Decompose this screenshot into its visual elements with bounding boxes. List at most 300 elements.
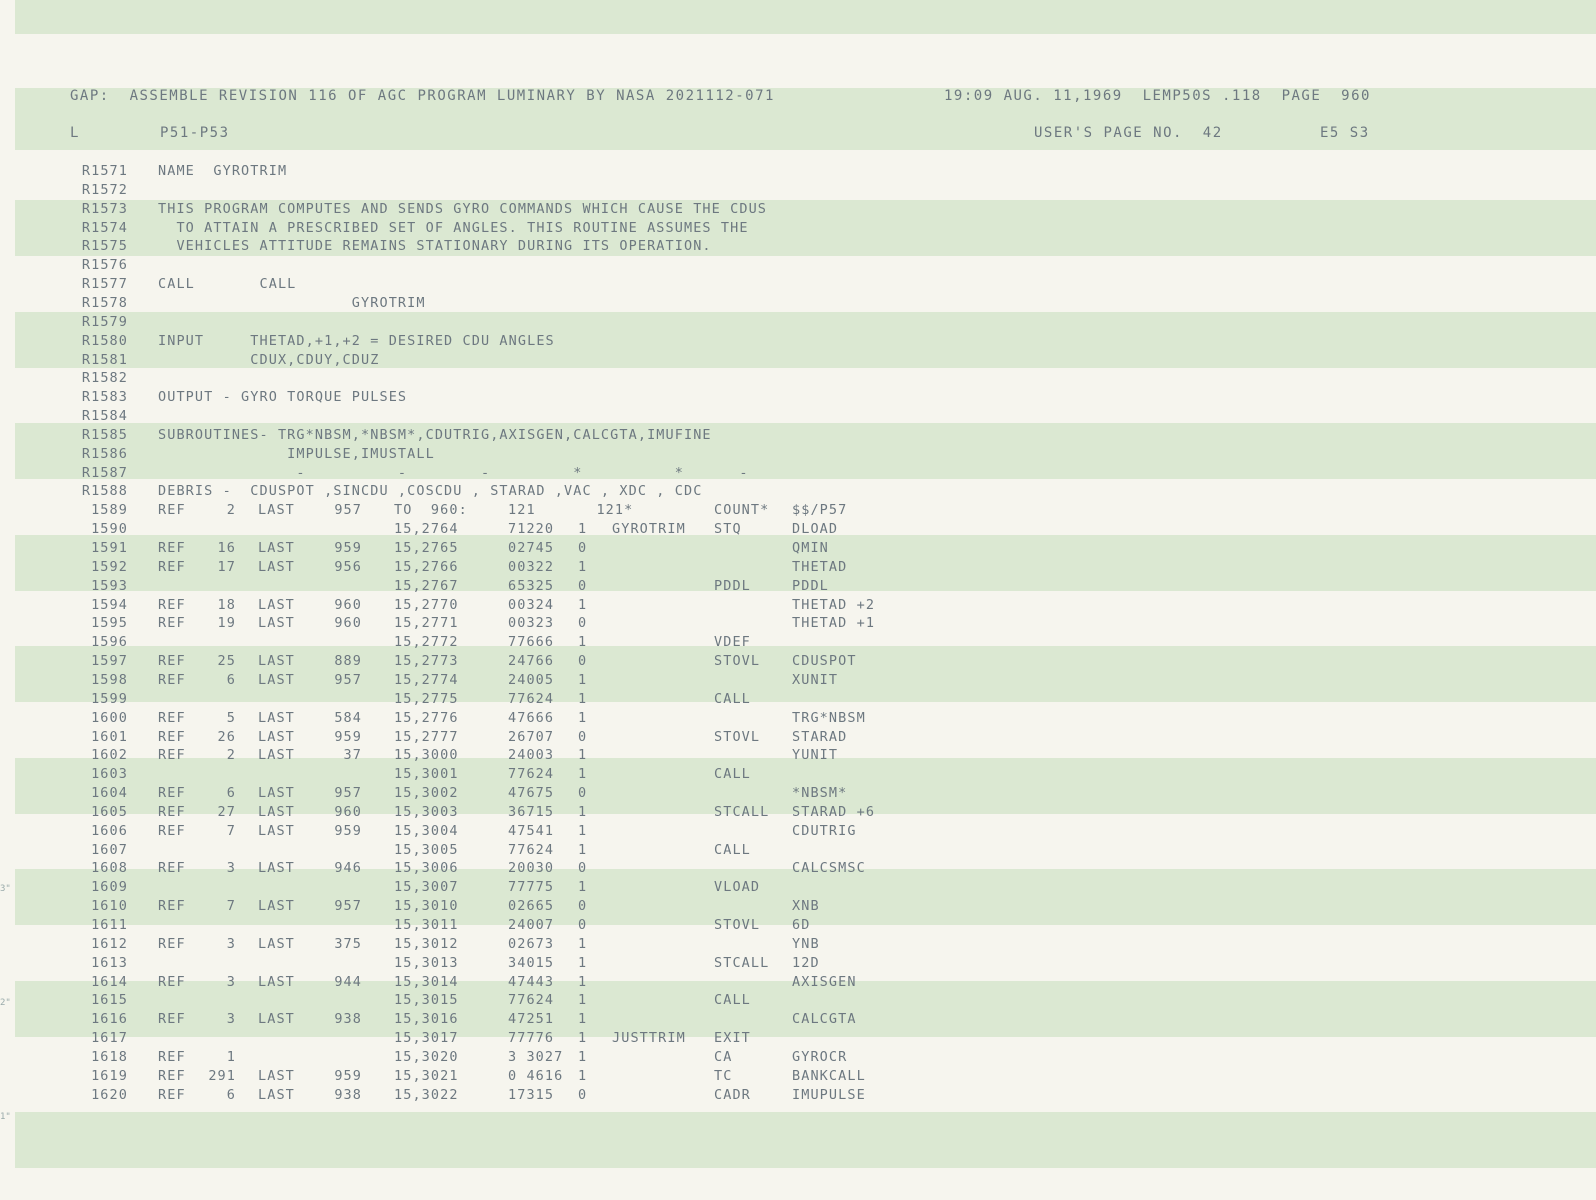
octal-value: 00324: [508, 596, 555, 613]
last-keyword: LAST: [258, 728, 295, 745]
address: 15,2767: [394, 577, 459, 594]
last-page: 957: [334, 898, 362, 915]
code-line: [0, 842, 1596, 861]
comment-text: THIS PROGRAM COMPUTES AND SENDS GYRO COMMANDS WHICH CAUSE THE CDUS: [158, 200, 768, 217]
operand: XUNIT: [792, 671, 839, 688]
opcode: TC: [714, 1067, 733, 1084]
parity-bit: 0: [578, 728, 588, 745]
comment-line: [0, 163, 1596, 182]
line-number: 1598: [91, 671, 128, 688]
ref-keyword: REF: [158, 935, 186, 952]
last-page: 957: [334, 785, 362, 802]
comment-line: [0, 333, 1596, 352]
ref-keyword: REF: [158, 1086, 186, 1103]
code-line: [0, 898, 1596, 917]
octal-value: 47675: [508, 785, 555, 802]
subheader-code: L: [70, 125, 80, 141]
ref-keyword: REF: [158, 822, 186, 839]
comment-line: [0, 201, 1596, 220]
octal-value: 47541: [508, 822, 555, 839]
opcode: STOVL: [714, 653, 761, 670]
line-number: R1587: [81, 464, 128, 481]
parity-bit: 1: [578, 822, 588, 839]
octal-value: 02673: [508, 935, 555, 952]
octal-value: 77624: [508, 766, 555, 783]
code-line: [0, 710, 1596, 729]
code-line: [0, 747, 1596, 766]
operand: XNB: [792, 898, 820, 915]
opcode: CALL: [714, 992, 751, 1009]
line-number: R1583: [81, 389, 128, 406]
octal-value: 77624: [508, 841, 555, 858]
address: 15,3004: [394, 822, 459, 839]
code-line: [0, 974, 1596, 993]
octal-value: 77624: [508, 690, 555, 707]
parity-bit: 1: [578, 747, 588, 764]
parity-bit: 0: [578, 785, 588, 802]
last-page: 584: [334, 709, 362, 726]
parity-bit: 1: [578, 596, 588, 613]
operand: CALCGTA: [792, 1011, 857, 1028]
line-number: 1612: [91, 935, 128, 952]
line-number: 1595: [91, 615, 128, 632]
address: 15,2766: [394, 558, 459, 575]
line-number: 1599: [91, 690, 128, 707]
ref-keyword: REF: [158, 898, 186, 915]
line-number: 1615: [91, 992, 128, 1009]
comment-text: CDUX,CDUY,CDUZ: [158, 351, 380, 368]
line-number: 1594: [91, 596, 128, 613]
paper-band: [15, 0, 1596, 34]
line-number: 1607: [91, 841, 128, 858]
comment-line: [0, 295, 1596, 314]
comment-line: [0, 446, 1596, 465]
last-page: 959: [334, 540, 362, 556]
last-keyword: LAST: [258, 596, 295, 613]
comment-line: [0, 465, 1596, 484]
address: 15,3017: [394, 1030, 459, 1047]
ref-keyword: REF: [158, 747, 186, 764]
line-number: 1610: [91, 898, 128, 915]
octal-value: 36715: [508, 803, 555, 820]
ref-count: 6: [226, 671, 236, 688]
ref-count: 27: [217, 803, 236, 820]
opcode: CALL: [714, 690, 751, 707]
code-line: [0, 1011, 1596, 1030]
octal-value: 77775: [508, 879, 555, 896]
operand: THETAD: [792, 558, 848, 575]
ref-keyword: REF: [158, 709, 186, 726]
line-number: R1577: [81, 276, 128, 293]
octal-value: 00323: [508, 615, 555, 632]
last-page: 959: [334, 1067, 362, 1084]
address: 15,3013: [394, 954, 459, 971]
code-line: [0, 634, 1596, 653]
code-line: [0, 672, 1596, 691]
address: 15,3010: [394, 898, 459, 915]
comment-text: GYROTRIM: [158, 294, 426, 311]
octal-value: 3 3027: [508, 1048, 564, 1065]
ref-keyword: REF: [158, 973, 186, 990]
last-page: 37: [343, 747, 362, 764]
operand: STARAD: [792, 728, 848, 745]
line-number: 1614: [91, 973, 128, 990]
parity-bit: 1: [578, 766, 588, 783]
code-line: [0, 729, 1596, 748]
octal-value: 47666: [508, 709, 555, 726]
comment-text: DEBRIS - CDUSPOT ,SINCDU ,COSCDU , STARAD ,VAC , XDC , CDC: [158, 483, 703, 500]
octal-value: 71220: [508, 521, 555, 538]
operand: GYROCR: [792, 1048, 848, 1065]
line-number: 1620: [91, 1086, 128, 1103]
comment-line: [0, 408, 1596, 427]
code-line: [0, 992, 1596, 1011]
parity-bit: 1: [578, 709, 588, 726]
code-line: [0, 540, 1596, 559]
address: 15,3001: [394, 766, 459, 783]
line-number: 1618: [91, 1048, 128, 1065]
last-keyword: LAST: [258, 502, 295, 519]
label: GYROTRIM: [612, 521, 686, 538]
octal-value: 24005: [508, 671, 555, 688]
line-number: R1578: [81, 294, 128, 311]
comment-line: [0, 238, 1596, 257]
code-line: [0, 615, 1596, 634]
parity-bit: 1: [578, 634, 588, 651]
parity-bit: 1: [578, 1048, 588, 1065]
comment-text: TO ATTAIN A PRESCRIBED SET OF ANGLES. THIS ROUTINE ASSUMES THE: [158, 219, 749, 236]
line-number: 1591: [91, 540, 128, 556]
opcode: COUNT*: [714, 502, 770, 519]
ref-count: 26: [217, 728, 236, 745]
octal-value: 24003: [508, 747, 555, 764]
code-line: [0, 917, 1596, 936]
operand: DLOAD: [792, 521, 839, 538]
last-page: 946: [334, 860, 362, 877]
address: 15,3014: [394, 973, 459, 990]
ref-count: 3: [226, 973, 236, 990]
line-number: R1579: [81, 313, 128, 330]
parity-bit: 1: [578, 879, 588, 896]
code-line: [0, 766, 1596, 785]
code-line: [0, 502, 1596, 521]
last-page: 938: [334, 1011, 362, 1028]
comment-line: [0, 314, 1596, 333]
last-page: 957: [334, 502, 362, 519]
parity-bit: 0: [578, 898, 588, 915]
last-keyword: LAST: [258, 558, 295, 575]
line-number: R1574: [81, 219, 128, 236]
parity-bit: 0: [578, 860, 588, 877]
last-keyword: LAST: [258, 671, 295, 688]
line-number: 1600: [91, 709, 128, 726]
label: JUSTTRIM: [612, 1030, 686, 1047]
last-keyword: LAST: [258, 935, 295, 952]
octal-value: 47251: [508, 1011, 555, 1028]
line-number: R1588: [81, 483, 128, 500]
last-keyword: LAST: [258, 973, 295, 990]
comment-line: [0, 276, 1596, 295]
margin-mark: 2": [0, 998, 11, 1008]
parity-bit: 0: [578, 917, 588, 933]
last-page: 957: [334, 671, 362, 688]
operand: *NBSM*: [792, 785, 848, 802]
comment-text: - - - * * -: [158, 464, 749, 481]
opcode: STCALL: [714, 954, 770, 971]
octal-value: 20030: [508, 860, 555, 877]
address: 15,3021: [394, 1067, 459, 1084]
address: 15,2775: [394, 690, 459, 707]
octal-value: 02665: [508, 898, 555, 915]
parity-bit: 1: [578, 521, 588, 538]
operand: TRG*NBSM: [792, 709, 866, 726]
comment-text: IMPULSE,IMUSTALL: [158, 445, 435, 462]
ref-count: 2: [226, 502, 236, 519]
user-page-number: USER'S PAGE NO. 42: [1034, 125, 1223, 141]
line-number: 1593: [91, 577, 128, 594]
code-line: [0, 955, 1596, 974]
address: 15,3002: [394, 785, 459, 802]
line-number: 1602: [91, 747, 128, 764]
section-title: P51-P53: [160, 125, 230, 141]
parity-bit: 0: [578, 653, 588, 670]
comment-text: SUBROUTINES- TRG*NBSM,*NBSM*,CDUTRIG,AXISGEN,CALCGTA,IMUFINE: [158, 426, 712, 443]
line-number: 1603: [91, 766, 128, 783]
operand: PDDL: [792, 577, 829, 594]
comment-text: INPUT THETAD,+1,+2 = DESIRED CDU ANGLES: [158, 332, 555, 349]
parity-bit: 0: [578, 577, 588, 594]
comment-line: [0, 220, 1596, 239]
parity-bit: 1: [578, 935, 588, 952]
line-number: R1581: [81, 351, 128, 368]
operand: 6D: [792, 917, 811, 933]
opcode: CADR: [714, 1086, 751, 1103]
line-number: 1609: [91, 879, 128, 896]
ref-count: 291: [208, 1067, 236, 1084]
code-line: [0, 804, 1596, 823]
margin-mark: 3": [0, 884, 11, 894]
ref-count: 7: [226, 898, 236, 915]
last-keyword: LAST: [258, 747, 295, 764]
parity-bit: 1: [578, 1067, 588, 1084]
last-page: 944: [334, 973, 362, 990]
line-number: 1589: [91, 502, 128, 519]
address: 15,3016: [394, 1011, 459, 1028]
address: 15,2764: [394, 521, 459, 538]
octal-value: 17315: [508, 1086, 555, 1103]
ref-count: 5: [226, 709, 236, 726]
comment-text: CALL CALL: [158, 276, 297, 293]
operand: $$/P57: [792, 502, 848, 519]
last-keyword: LAST: [258, 1067, 295, 1084]
last-page: 889: [334, 653, 362, 670]
opcode: PDDL: [714, 577, 751, 594]
last-keyword: LAST: [258, 860, 295, 877]
octal-value: 02745: [508, 540, 555, 556]
line-number: R1575: [81, 238, 128, 255]
address: 15,3006: [394, 860, 459, 877]
ref-count: 16: [217, 540, 236, 556]
ref-keyword: REF: [158, 860, 186, 877]
octal-value: 0 4616: [508, 1067, 564, 1084]
address: 15,3005: [394, 841, 459, 858]
address: 15,2770: [394, 596, 459, 613]
comment-line: [0, 182, 1596, 201]
line-number: R1585: [81, 426, 128, 443]
ref-count: 6: [226, 1086, 236, 1103]
comment-text: OUTPUT - GYRO TORQUE PULSES: [158, 389, 408, 406]
opcode: STCALL: [714, 803, 770, 820]
ref-keyword: REF: [158, 558, 186, 575]
parity-bit: 1: [578, 1011, 588, 1028]
operand: QMIN: [792, 540, 829, 556]
address: 15,3022: [394, 1086, 459, 1103]
last-keyword: LAST: [258, 803, 295, 820]
ref-count: 18: [217, 596, 236, 613]
octal-value: 00322: [508, 558, 555, 575]
line-number: R1580: [81, 332, 128, 349]
comment-line: [0, 389, 1596, 408]
address: 15,2773: [394, 653, 459, 670]
octal-value: 47443: [508, 973, 555, 990]
code-line: [0, 823, 1596, 842]
parity-bit: 1: [578, 803, 588, 820]
parity-bit: 121*: [578, 502, 634, 519]
operand: STARAD +6: [792, 803, 876, 820]
operand: 12D: [792, 954, 820, 971]
operand: IMUPULSE: [792, 1086, 866, 1103]
last-keyword: LAST: [258, 785, 295, 802]
line-number: 1617: [91, 1030, 128, 1047]
octal-value: 77776: [508, 1030, 555, 1047]
ref-keyword: REF: [158, 596, 186, 613]
ref-keyword: REF: [158, 502, 186, 519]
octal-value: 77666: [508, 634, 555, 651]
parity-bit: 0: [578, 540, 588, 556]
line-number: R1572: [81, 181, 128, 198]
ref-count: 25: [217, 653, 236, 670]
parity-bit: 0: [578, 1086, 588, 1103]
octal-value: 65325: [508, 577, 555, 594]
code-line: [0, 559, 1596, 578]
octal-value: 26707: [508, 728, 555, 745]
address: TO 960:: [394, 502, 468, 519]
line-number: R1584: [81, 408, 128, 425]
ref-count: 19: [217, 615, 236, 632]
address: 15,3012: [394, 935, 459, 952]
ref-keyword: REF: [158, 785, 186, 802]
code-line: [0, 578, 1596, 597]
listing-header-timestamp: 19:09 AUG. 11,1969 LEMP50S .118 PAGE 960: [944, 88, 1371, 104]
address: 15,2777: [394, 728, 459, 745]
octal-value: 24007: [508, 917, 555, 933]
margin-mark: 1": [0, 1112, 11, 1122]
code-line: [0, 653, 1596, 672]
operand: CALCSMSC: [792, 860, 866, 877]
line-number: R1582: [81, 370, 128, 387]
line-number: 1616: [91, 1011, 128, 1028]
comment-text: NAME GYROTRIM: [158, 163, 288, 179]
operand: CDUTRIG: [792, 822, 857, 839]
last-page: 960: [334, 596, 362, 613]
ref-keyword: REF: [158, 671, 186, 688]
parity-bit: 0: [578, 615, 588, 632]
last-page: 960: [334, 803, 362, 820]
line-number: 1596: [91, 634, 128, 651]
last-keyword: LAST: [258, 709, 295, 726]
ref-keyword: REF: [158, 653, 186, 670]
code-line: [0, 860, 1596, 879]
comment-line: [0, 370, 1596, 389]
ref-keyword: REF: [158, 728, 186, 745]
ref-count: 3: [226, 1011, 236, 1028]
address: 15,3000: [394, 747, 459, 764]
parity-bit: 1: [578, 1030, 588, 1047]
code-line: [0, 521, 1596, 540]
parity-bit: 1: [578, 973, 588, 990]
last-keyword: LAST: [258, 653, 295, 670]
line-number: 1613: [91, 954, 128, 971]
last-page: 938: [334, 1086, 362, 1103]
line-number: 1592: [91, 558, 128, 575]
last-keyword: LAST: [258, 540, 295, 556]
operand: YUNIT: [792, 747, 839, 764]
operand: BANKCALL: [792, 1067, 866, 1084]
last-keyword: LAST: [258, 1011, 295, 1028]
octal-value: 121: [508, 502, 536, 519]
line-number: 1590: [91, 521, 128, 538]
code-line: [0, 785, 1596, 804]
comment-line: [0, 352, 1596, 371]
address: 15,3020: [394, 1048, 459, 1065]
last-page: 959: [334, 822, 362, 839]
code-line: [0, 1087, 1596, 1106]
comment-line: [0, 257, 1596, 276]
comment-text: VEHICLES ATTITUDE REMAINS STATIONARY DURING ITS OPERATION.: [158, 238, 712, 255]
opcode: STOVL: [714, 917, 761, 933]
ref-keyword: REF: [158, 1067, 186, 1084]
operand: THETAD +1: [792, 615, 876, 632]
octal-value: 77624: [508, 992, 555, 1009]
code-line: [0, 936, 1596, 955]
ref-keyword: REF: [158, 803, 186, 820]
code-line: [0, 1068, 1596, 1087]
paper-band: [15, 1112, 1596, 1168]
opcode: STQ: [714, 521, 742, 538]
last-page: 375: [334, 935, 362, 952]
line-number: 1608: [91, 860, 128, 877]
parity-bit: 1: [578, 992, 588, 1009]
line-number: R1573: [81, 200, 128, 217]
ref-keyword: REF: [158, 540, 186, 556]
parity-bit: 1: [578, 954, 588, 971]
last-keyword: LAST: [258, 1086, 295, 1103]
listing-header: GAP: ASSEMBLE REVISION 116 OF AGC PROGRAM LUMINARY BY NASA 2021112-071: [70, 88, 775, 104]
operand: THETAD +2: [792, 596, 876, 613]
line-number: 1601: [91, 728, 128, 745]
opcode: CA: [714, 1048, 733, 1065]
code-line: [0, 879, 1596, 898]
parity-bit: 1: [578, 841, 588, 858]
address: 15,3015: [394, 992, 459, 1009]
ref-count: 17: [217, 558, 236, 575]
opcode: EXIT: [714, 1030, 751, 1047]
line-number: R1576: [81, 257, 128, 274]
last-keyword: LAST: [258, 615, 295, 632]
parity-bit: 1: [578, 690, 588, 707]
code-line: [0, 1030, 1596, 1049]
last-keyword: LAST: [258, 822, 295, 839]
